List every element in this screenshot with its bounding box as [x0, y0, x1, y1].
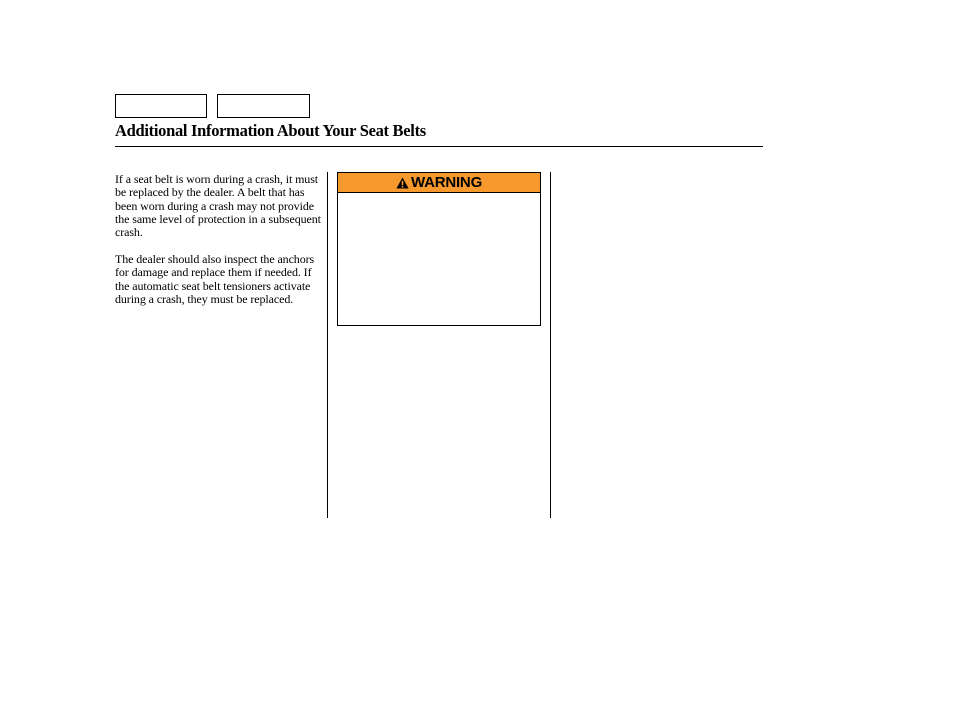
page-title: Additional Information About Your Seat Belts — [115, 121, 426, 140]
warning-header — [338, 173, 540, 193]
warning-triangle-icon — [396, 177, 409, 189]
warning-box — [337, 172, 541, 326]
warning-label: WARNING — [410, 173, 483, 191]
paragraph-replace-belt: If a seat belt is worn during a crash, it must be replaced by the dealer. A belt that has been worn during a crash may not provide the same level of protection in a subsequent crash. — [115, 172, 321, 240]
nav-button-2[interactable] — [217, 94, 310, 118]
title-divider — [115, 146, 763, 147]
paragraph-inspect-anchors: The dealer should also inspect the anchors for damage and replace them if needed. If the automatic seat belt tensioners activate during a crash, they must be replaced. — [115, 252, 315, 306]
column-divider-right — [550, 172, 551, 518]
nav-button-1[interactable] — [115, 94, 207, 118]
column-divider-left — [327, 172, 328, 518]
